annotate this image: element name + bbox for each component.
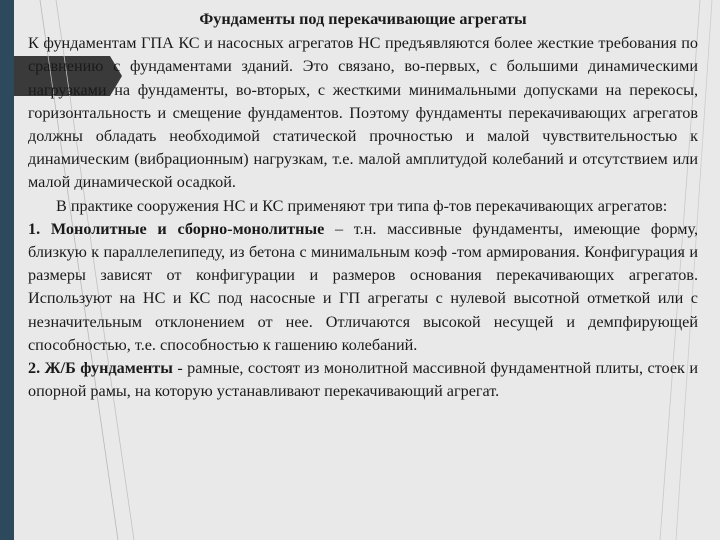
monolithic-heading: 1. Монолитные и сборно-монолитные xyxy=(28,219,325,238)
reinforced-concrete-heading: 2. Ж/Б фундаменты xyxy=(28,359,173,378)
paragraph-monolithic xyxy=(28,218,698,357)
paragraph-reinforced-concrete xyxy=(28,357,698,403)
reinforced-concrete-text: - рамные, состоят из монолитной массивной фундаментной плиты, стоек и опорной рамы, на которую устанавливают перекачивающий агрегат. xyxy=(28,359,698,401)
paragraph-foundation-types: В практике сооружения НС и КС применяют три типа ф-тов перекачивающих агрегатов: xyxy=(56,196,668,215)
slide-content xyxy=(28,8,698,403)
slide-title: Фундаменты под перекачивающие агрегаты xyxy=(199,10,527,28)
monolithic-text: – т.н. массивные фундаменты, имеющие форму, близкую к параллелепипеду, из бетона с минимальным коэф -том армирования. Конфигурация и размеры зависят от конфигурации и размеров основания перекачивающих агрегатов. Используют на НС и КС под насосные и ГП агрегаты с нулевой высотной отметкой или с незначительным отклонением от нее. Отличаются высокой несущей и демпфирующей способностью, т.е. способностью к гашению колебаний. xyxy=(28,219,699,354)
paragraph-requirements: К фундаментам ГПА КС и насосных агрегатов НС предъявляются более жесткие требования по сравнению с фундаментами зданий. Это связано, во-первых, с большими динамическими нагрузками на фундаменты, во-вторых, с жесткими минимальными допусками на перекосы, горизонтальность и смещение фундаментов. Поэтому фундаменты перекачивающих агрегатов должны обладать необходимой статической прочностью и малой чувствительностью к динамическим (вибрационным) нагрузкам, т.е. малой амплитудой колебаний и отсутствием или малой динамической осадкой. xyxy=(28,34,698,192)
